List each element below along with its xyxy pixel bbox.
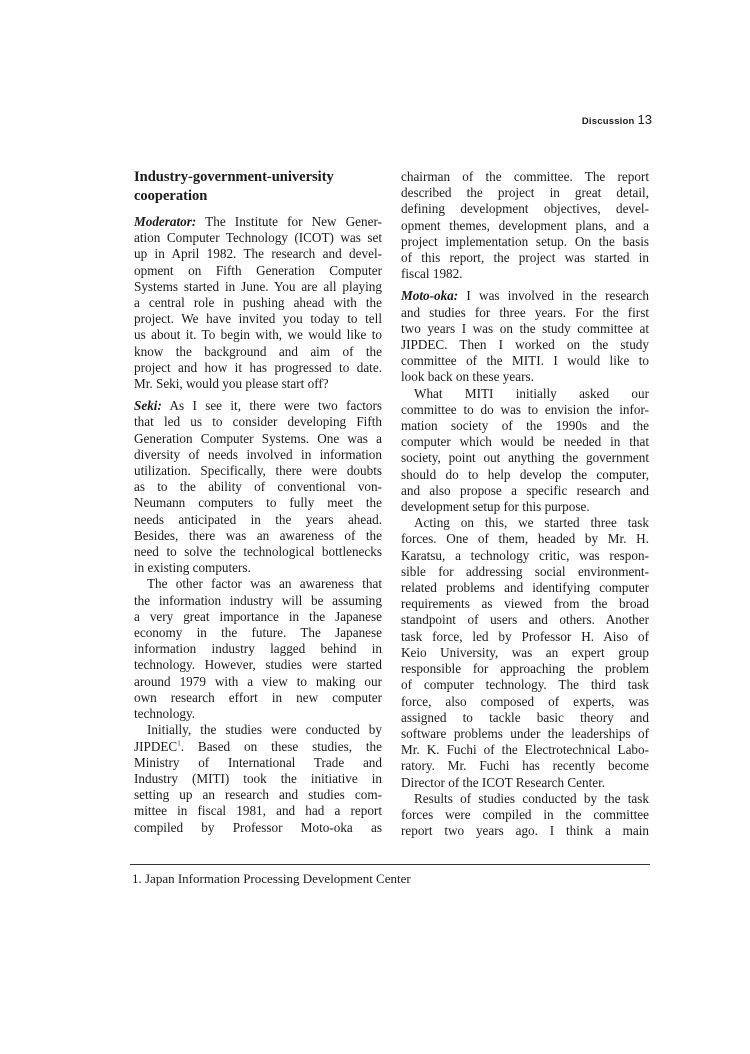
text-line: a central role in pushing ahead with the — [134, 295, 382, 311]
speaker-label: Moderator: — [134, 214, 197, 229]
results-paragraph — [401, 791, 649, 840]
text-line: compiled by Professor Moto-oka as — [134, 819, 382, 835]
text-line: opment themes, development plans, and a — [401, 217, 649, 233]
text-line: need to solve the technological bottlenecks — [134, 544, 382, 560]
text-line: opment on Fifth Generation Computer — [134, 262, 382, 278]
text-fragment: . Based on these studies, the — [180, 738, 382, 754]
text-line: know the background and aim of the — [134, 343, 382, 359]
continued-paragraph — [401, 169, 649, 282]
text-line: project and how it has progressed to date. — [134, 359, 382, 375]
text-line: up in April 1982. The research and devel- — [134, 246, 382, 262]
text-line: I was involved in the research — [466, 288, 649, 304]
text-line: diversity of needs involved in information — [134, 446, 382, 462]
text-line: described the project in great detail, — [401, 185, 649, 201]
text-line: Systems started in June. You are all playing — [134, 278, 382, 294]
text-line: of this report, the project was started in — [401, 250, 649, 266]
text-line: chairman of the committee. The report — [401, 169, 649, 184]
text-line: committee of the MITI. I would like to — [401, 353, 649, 369]
text-line: Ministry of International Trade and — [134, 754, 382, 770]
footnote: 1. Japan Information Processing Development Center — [132, 871, 411, 886]
text-line: look back on these years. — [401, 369, 534, 385]
text-line: mation society of the 1990s and the — [401, 418, 649, 434]
text-line: responsible for approaching the problem — [401, 661, 649, 677]
text-line: information industry lagged behind in — [134, 641, 382, 657]
text-line: The Institute for New Gener- — [205, 214, 383, 229]
footnote-ref: 1 — [177, 739, 181, 748]
text-line: What MITI initially asked our — [414, 385, 649, 401]
text-line: setting up an research and studies com- — [134, 787, 382, 803]
section-title: Discussion — [581, 116, 635, 127]
text-line: JIPDEC. Then I worked on the study — [401, 337, 649, 353]
text-line: Director of the ICOT Research Center. — [401, 774, 606, 790]
text-line: sible for addressing social environment- — [401, 563, 649, 579]
text-line: As I see it, there were two factors — [169, 398, 382, 414]
text-line: Results of studies conducted by the task — [414, 790, 649, 806]
text-line: Mr. K. Fuchi of the Electrotechnical Labo- — [401, 742, 649, 758]
text-line: computer which would be needed in that — [401, 434, 649, 450]
text-line: ation Computer Technology (ICOT) was set — [134, 230, 382, 246]
text-line: Keio University, was an expert group — [401, 644, 649, 660]
speaker-label: Seki: — [134, 398, 162, 414]
running-header — [560, 112, 652, 127]
text-line: Generation Computer Systems. One was a — [134, 430, 382, 446]
speaker-label: Moto-oka: — [401, 288, 459, 304]
text-line: around 1979 with a view to making our — [134, 673, 382, 689]
text-line: Industry (MITI) took the initiative in — [134, 770, 382, 786]
text-line: mittee in fiscal 1981, and had a report — [134, 803, 382, 819]
acting-paragraph — [401, 515, 649, 790]
text-line: ratory. Mr. Fuchi has recently become — [401, 758, 649, 774]
section-heading — [134, 168, 382, 206]
text-line: own research effort in new computer — [134, 689, 382, 705]
text-line: needs anticipated in the years ahead. — [134, 511, 382, 527]
what-miti-paragraph — [401, 386, 649, 516]
text-line: of computer technology. The third task — [401, 677, 649, 693]
motooka-paragraph — [401, 288, 649, 385]
text-line: the information industry will be assuming — [134, 592, 382, 608]
text-line: should do to help develop the computer, — [401, 466, 649, 482]
text-line: standpoint of users and others. Another — [401, 612, 649, 628]
text-line: forces. One of them, headed by Mr. H. — [401, 531, 649, 547]
text-line: and also propose a specific research and — [401, 482, 649, 498]
initially-paragraph — [134, 722, 382, 835]
text-line: defining development objectives, devel- — [401, 201, 649, 217]
text-line: two years I was on the study committee at — [401, 320, 649, 336]
text-line: software problems under the leaderships of — [401, 725, 649, 741]
text-line: Initially, the studies were conducted by — [147, 722, 382, 738]
text-line: that led us to consider developing Fifth — [134, 414, 382, 430]
text-line: project. We have invited you today to tell — [134, 311, 382, 327]
right-column — [401, 169, 649, 839]
text-line: related problems and identifying computer — [401, 580, 649, 596]
text-line: Besides, there was an awareness of the — [134, 527, 382, 543]
text-line: Neumann computers to fully meet the — [134, 495, 382, 511]
text-line: task force, led by Professor H. Aiso of — [401, 628, 649, 644]
text-line: economy in the future. The Japanese — [134, 625, 382, 641]
text-line: Acting on this, we started three task — [414, 515, 649, 531]
text-line: assigned to tackle basic theory and — [401, 709, 649, 725]
text-line: The other factor was an awareness that — [147, 576, 382, 592]
text-line: us about it. To begin with, we would like to — [134, 327, 382, 343]
text-line: project implementation setup. On the basis — [401, 233, 649, 249]
text-line: development setup for this purpose. — [401, 499, 590, 515]
page-number: 13 — [637, 112, 652, 127]
text-line: and studies for three years. For the first — [401, 304, 649, 320]
left-column — [134, 168, 382, 836]
text-fragment: JIPDEC — [134, 738, 178, 754]
text-line: Karatsu, a technology critic, was respon- — [401, 547, 649, 563]
seki-paragraph — [134, 398, 382, 576]
text-line: utilization. Specifically, there were doubts — [134, 463, 382, 479]
text-line: society, point out anything the government — [401, 450, 649, 466]
text-line: in existing computers. — [134, 560, 251, 576]
other-factor-paragraph — [134, 576, 382, 722]
text-line: fiscal 1982. — [401, 266, 463, 282]
heading-line: cooperation — [134, 188, 208, 204]
text-line: technology. — [134, 706, 196, 722]
moderator-paragraph — [134, 214, 382, 392]
text-line: as to the ability of conventional von- — [134, 479, 382, 495]
text-line: forces were compiled in the committee — [401, 806, 649, 822]
text-line: a very great importance in the Japanese — [134, 608, 382, 624]
text-line: technology. However, studies were started — [134, 657, 382, 673]
text-line: Mr. Seki, would you please start off? — [134, 376, 329, 392]
footnote-divider — [130, 864, 650, 865]
text-line: committee to do was to envision the infor- — [401, 401, 649, 417]
heading-line: Industry-government-university — [134, 169, 334, 185]
text-line: force, also composed of experts, was — [401, 693, 649, 709]
text-line: report two years ago. I think a main — [401, 823, 649, 839]
text-line: requirements as viewed from the broad — [401, 596, 649, 612]
